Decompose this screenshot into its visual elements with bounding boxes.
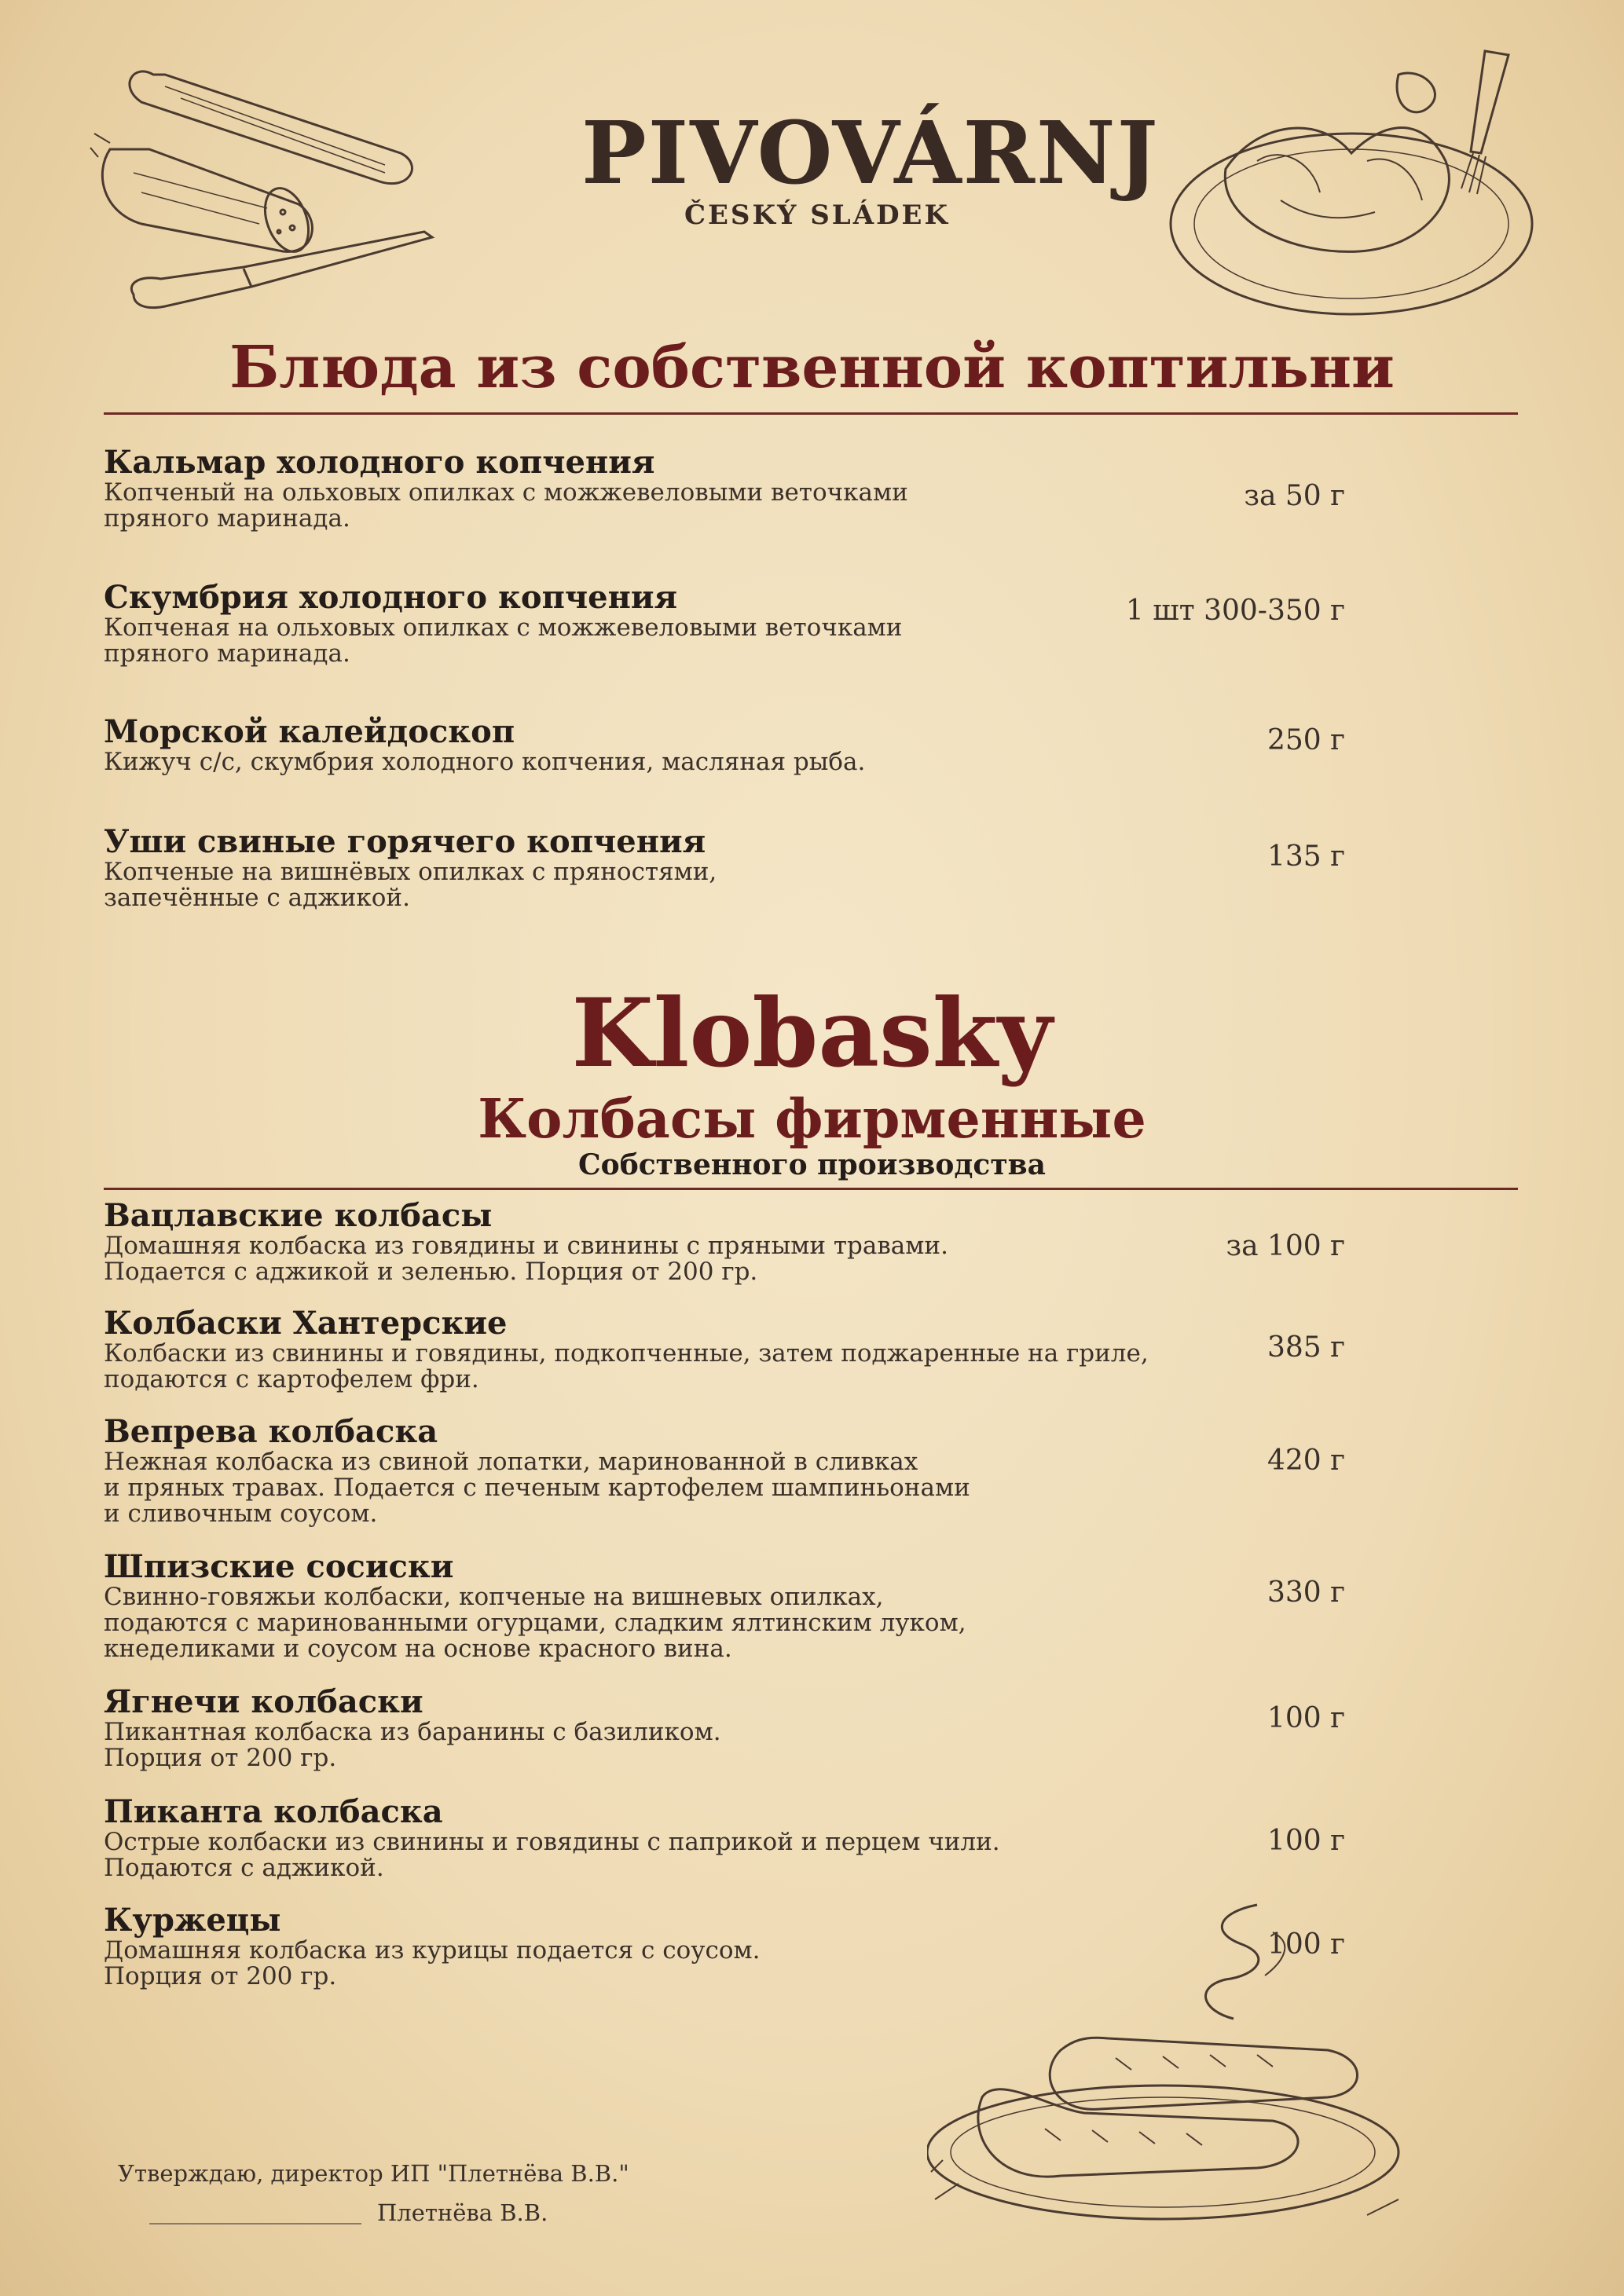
logo-name: PIVOVÁRNJ (581, 102, 1160, 203)
item-portion: 135 г (1267, 840, 1345, 873)
menu-item (104, 1685, 1345, 1771)
menu-item (104, 1199, 1345, 1285)
sausage-knife-illustration-icon (86, 55, 511, 338)
section-divider (104, 412, 1518, 415)
menu-item (104, 1415, 1345, 1527)
item-name: Пиканта колбаска (104, 1793, 443, 1830)
item-portion: 1 шт 300-350 г (1125, 595, 1345, 627)
item-name: Вепрева колбаска (104, 1413, 438, 1450)
section-title-smokehouse: Блюда из собственной коптильни (229, 334, 1395, 401)
logo-tagline: ČESKÝ SLÁDEK (684, 200, 951, 231)
section-divider (104, 1188, 1518, 1190)
menu-item (104, 825, 1345, 911)
item-description: Нежная колбаска из свиной лопатки, маринованной в сливках и пряных травах. Подается с печеным картофелем шампиньонами и сливочным соусом. (104, 1448, 970, 1528)
item-description: Пикантная колбаска из баранины с базиликом. Порция от 200 гр. (104, 1718, 721, 1772)
item-portion: за 100 г (1226, 1230, 1345, 1262)
item-description: Копченый на ольховых опилках с можжевеловыми веточками пряного маринада. (104, 478, 908, 533)
menu-item (104, 1795, 1345, 1881)
item-description: Копченые на вишнёвых опилках с пряностями, запечённые с аджикой. (104, 858, 717, 912)
item-name: Шпизские сосиски (104, 1548, 454, 1585)
item-description: Копченая на ольховых опилках с можжевеловыми веточками пряного маринада. (104, 613, 903, 668)
item-portion: за 50 г (1244, 480, 1345, 512)
grilled-sausages-illustration-icon (927, 1901, 1430, 2239)
item-name: Скумбрия холодного копчения (104, 579, 678, 616)
item-name: Морской калейдоскоп (104, 713, 515, 750)
section-subtitle-sausages: Колбасы фирменные (478, 1088, 1146, 1151)
menu-item (104, 580, 1345, 667)
logo (581, 102, 1160, 291)
item-description: Острые колбаски из свинины и говядины с паприкой и перцем чили. Подаются с аджикой. (104, 1828, 1000, 1882)
section-note: Собственного производства (578, 1148, 1046, 1181)
roast-plate-illustration-icon (1163, 43, 1564, 326)
item-description: Домашняя колбаска из говядины и свинины с пряными травами. Подается с аджикой и зеленью. Порция от 200 гр. (104, 1232, 948, 1286)
item-portion: 250 г (1267, 724, 1345, 756)
item-name: Вацлавские колбасы (104, 1197, 493, 1234)
item-name: Кальмар холодного копчения (104, 444, 655, 481)
section-title-klobasky: Klobasky (571, 978, 1053, 1089)
item-description: Колбаски из свинины и говядины, подкопченные, затем поджаренные на гриле, подаются с картофелем фри. (104, 1339, 1149, 1393)
signer-name: Плетнёва В.В. (377, 2199, 548, 2226)
item-portion: 420 г (1267, 1445, 1345, 1477)
signature-line (149, 2223, 361, 2225)
item-portion: 385 г (1267, 1331, 1345, 1364)
menu-item (104, 715, 1345, 775)
menu-item (104, 445, 1345, 532)
item-portion: 100 г (1267, 1702, 1345, 1734)
menu-item (104, 1550, 1345, 1662)
item-portion: 330 г (1267, 1576, 1345, 1609)
menu-item (104, 1306, 1345, 1393)
item-description: Домашняя колбаска из курицы подается с соусом. Порция от 200 гр. (104, 1936, 761, 1990)
item-name: Ягнечи колбаски (104, 1683, 423, 1720)
item-name: Колбаски Хантерские (104, 1305, 508, 1342)
item-portion: 100 г (1267, 1825, 1345, 1857)
item-portion: 100 г (1267, 1928, 1345, 1961)
approval-text: Утверждаю, директор ИП "Плетнёва В.В." (118, 2160, 629, 2187)
item-name: Куржецы (104, 1902, 281, 1939)
item-description: Свинно-говяжьи колбаски, копченые на вишневых опилках, подаются с маринованными огурцами, сладким ялтинским луком, кнеделиками и соусом на основе красного вина. (104, 1583, 966, 1663)
item-name: Уши свиные горячего копчения (104, 823, 706, 860)
item-description: Кижуч с/с, скумбрия холодного копчения, масляная рыба. (104, 748, 866, 776)
